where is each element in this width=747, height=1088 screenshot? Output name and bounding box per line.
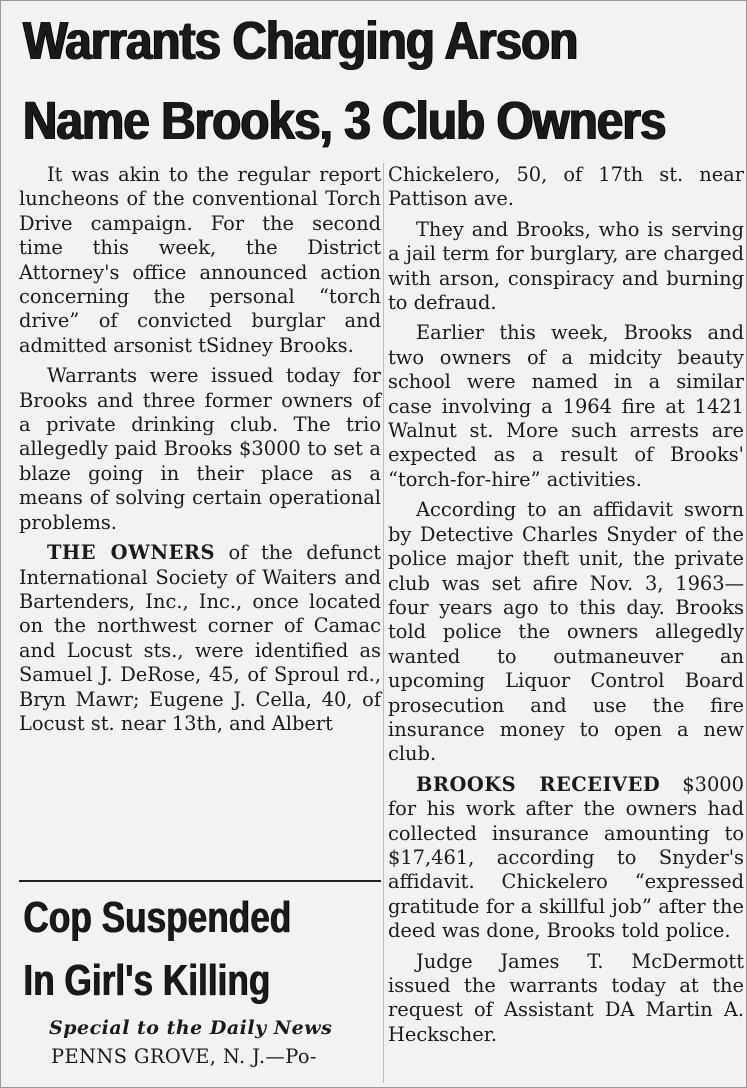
second-story-dateline: PENNS GROVE, N. J.—Po- <box>51 1045 317 1068</box>
left-column <box>19 163 381 736</box>
second-headline-line-2: In Girl's Killing <box>23 956 270 1005</box>
right-paragraph-5 <box>388 773 744 944</box>
left-paragraph-3 <box>19 541 381 736</box>
right-paragraph-3: Earlier this week, Brooks and two owners of a midcity beauty school were named in a similar case involving a 1964 fire at 1421 Walnut st. More such arrests are expected as a result of Brooks' “torch-for-hire” activities. <box>388 321 744 491</box>
right-column <box>388 163 744 1047</box>
subhead-brooks-received: BROOKS RECEIVED <box>416 772 661 796</box>
headline-line-1: Warrants Charging Arson <box>23 11 578 71</box>
right-paragraph-1: Chickelero, 50, of 17th st. near Pattison ave. <box>388 163 744 211</box>
right-paragraph-5-text: $3000 for his work after the owners had collected insurance amounting to $17,461, according to Snyder's affidavit. Chickelero “expressed gratitude for a skillful job” after the deed was done, Brooks told police. <box>388 772 744 943</box>
right-paragraph-2: They and Brooks, who is serving a jail term for burglary, are charged with arson, conspiracy and burning to defraud. <box>388 217 744 315</box>
left-paragraph-3-text: of the defunct International Society of Waiters and Bartenders, Inc., Inc., once located on the northwest corner of Camac and Locust sts., were identified as Samuel J. DeRose, 45, of Sproul rd., Bryn Mawr; Eugene J. Cella, 40, of Locust st. near 13th, and Albert <box>19 541 381 735</box>
left-paragraph-1: It was akin to the regular report luncheons of the conventional Torch Drive campaign. For the second time this week, the District Attorney's office announced action concerning the personal “torch drive” of convicted burglar and admitted arsonist tSidney Brooks. <box>19 163 381 357</box>
headline-line-2: Name Brooks, 3 Club Owners <box>23 91 666 151</box>
right-paragraph-4: According to an affidavit sworn by Detective Charles Snyder of the police major theft unit, the private club was set afire Nov. 3, 1963—four years ago to this day. Brooks told police the owners allegedly wanted to outmaneuver an upcoming Liquor Control Board prosecution and use the fire insurance money to open a new club. <box>388 498 744 766</box>
column-divider <box>383 163 384 1083</box>
second-headline-line-1: Cop Suspended <box>23 893 291 942</box>
story-separator-rule <box>19 880 381 882</box>
second-story-byline: Special to the Daily News <box>49 1017 333 1039</box>
right-paragraph-6: Judge James T. McDermott issued the warrants today at the request of Assistant DA Martin A. Heckscher. <box>388 949 744 1046</box>
left-paragraph-2: Warrants were issued today for Brooks and three former owners of a private drinking club. The trio allegedly paid Brooks $3000 to set a blaze going in their place as a means of solving certain operational problems. <box>19 364 381 534</box>
subhead-the-owners: THE OWNERS <box>47 541 215 565</box>
